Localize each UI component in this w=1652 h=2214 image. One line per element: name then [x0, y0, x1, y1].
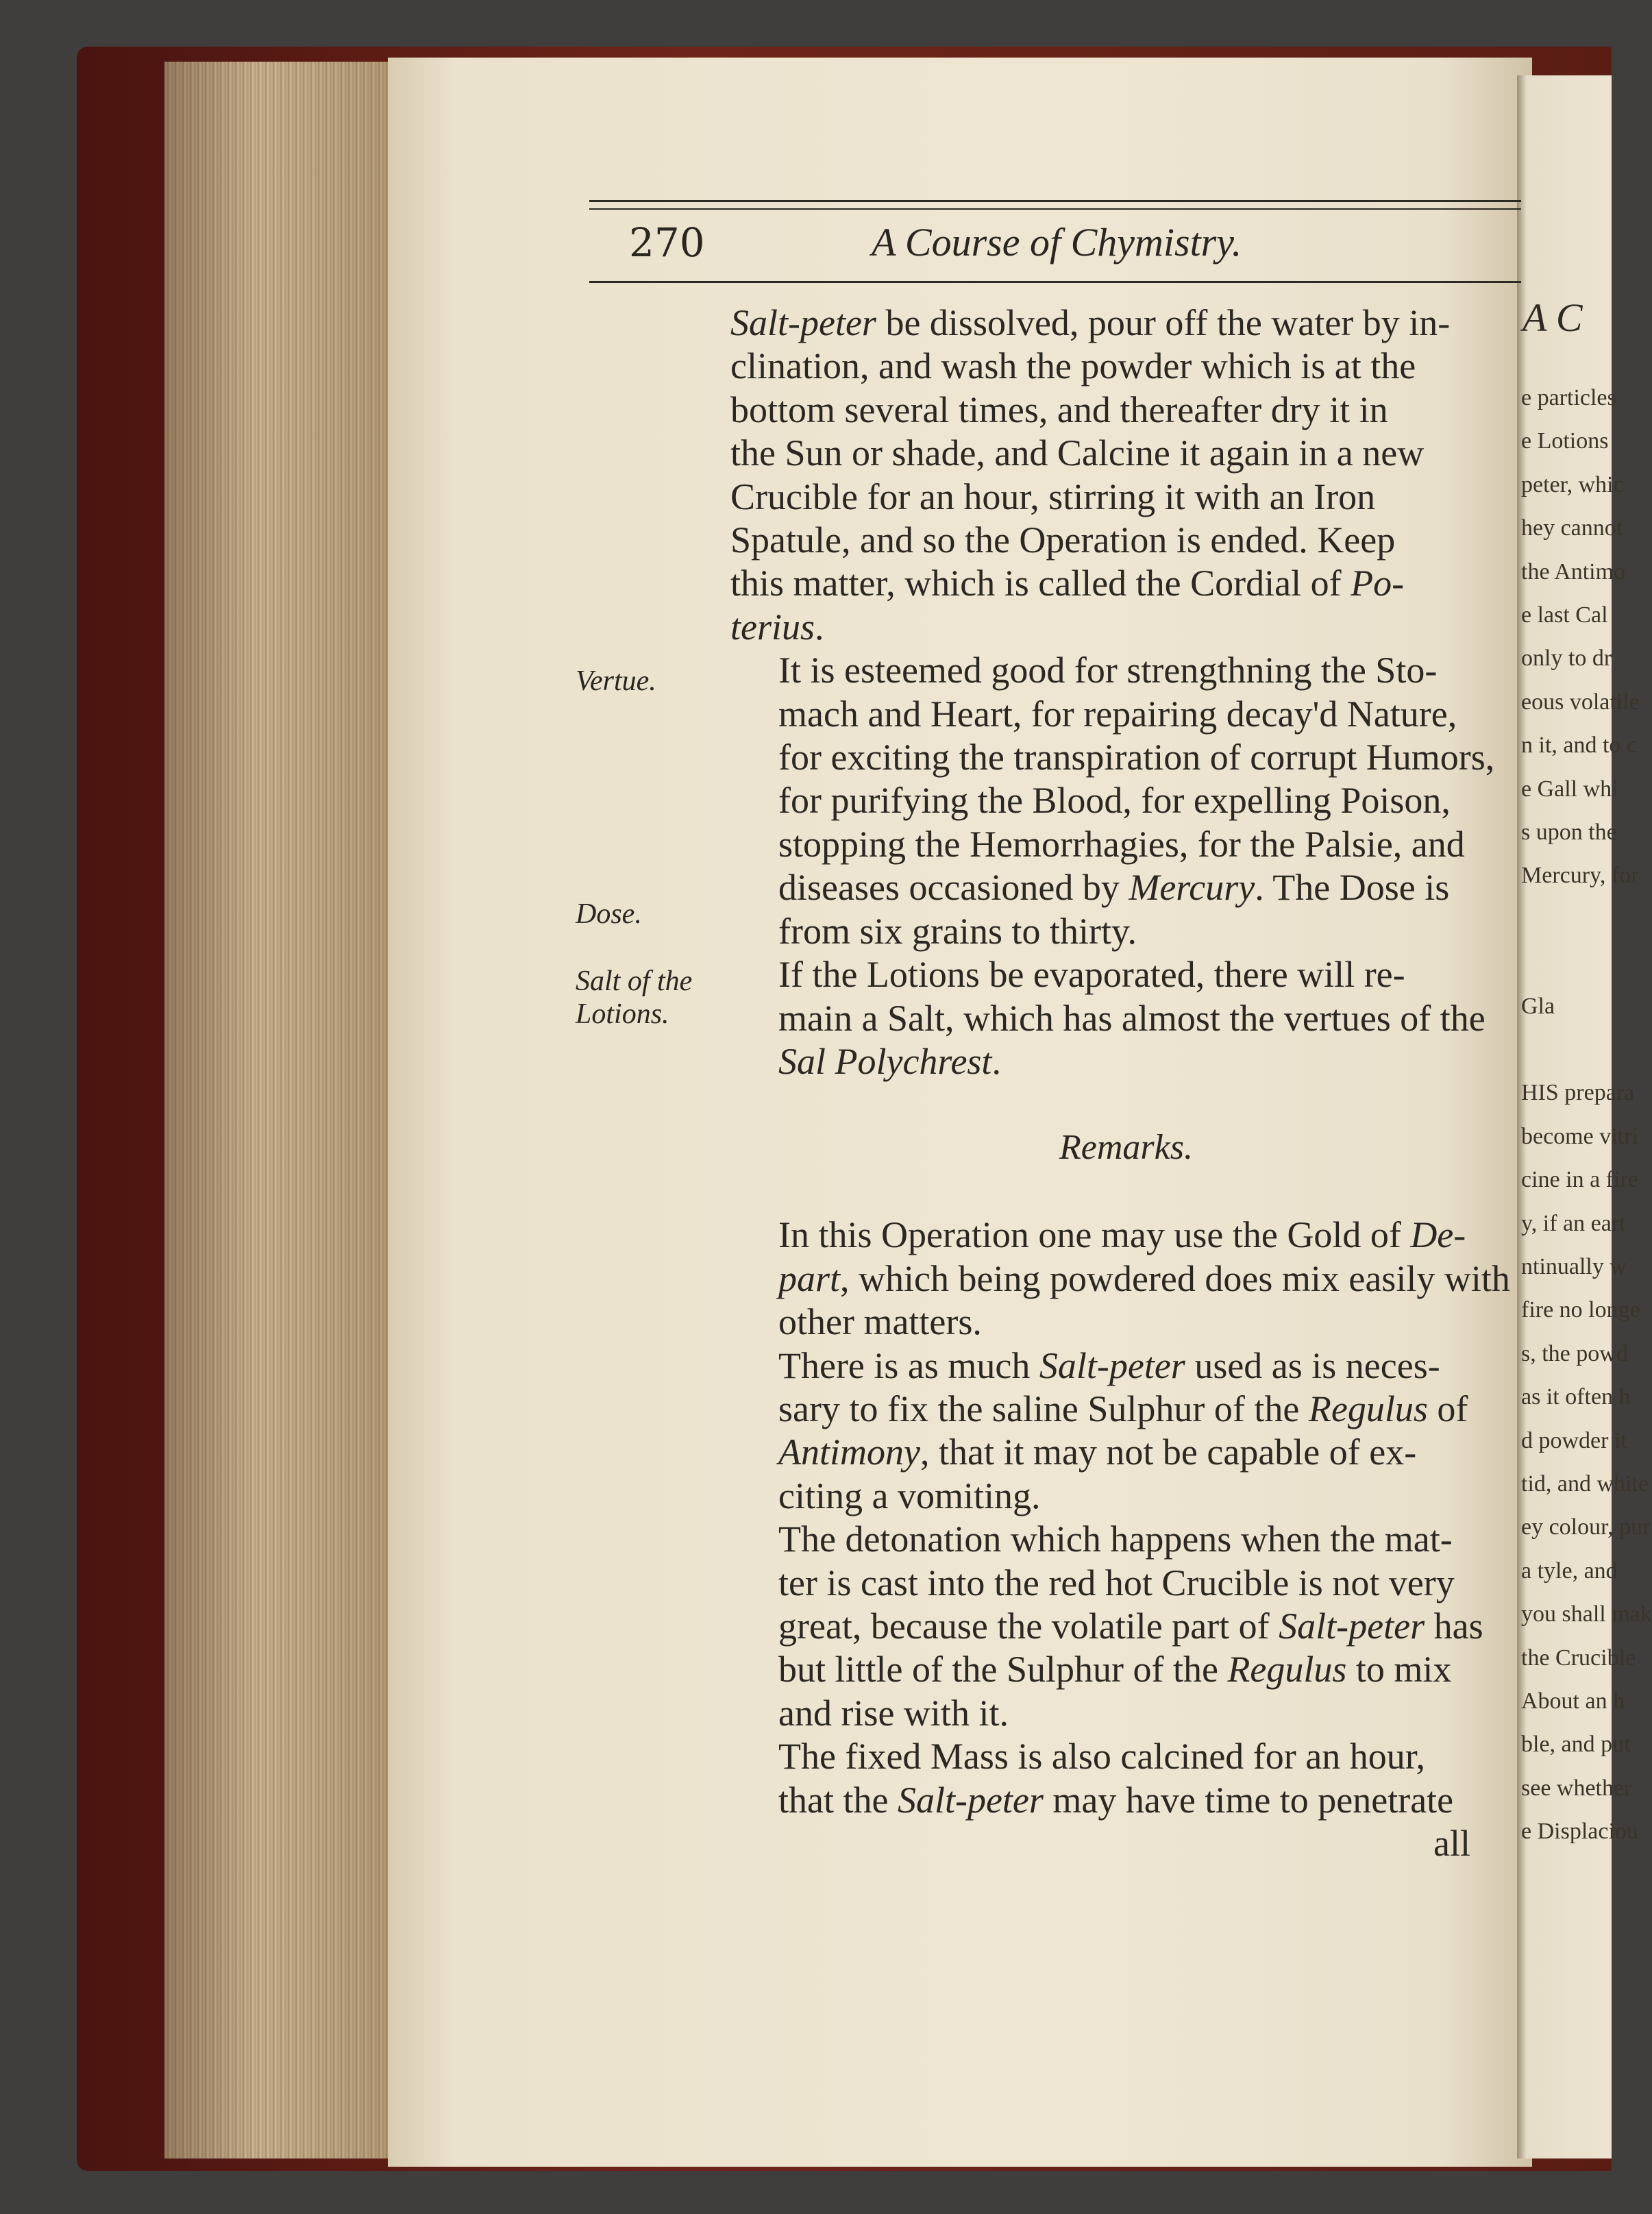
next-page-line: ey colour, pur [1521, 1514, 1651, 1540]
next-page-line: e Displaciou [1521, 1819, 1638, 1845]
text-line: the Sun or shade, and Calcine it again in a new [730, 432, 1425, 474]
text-line: In this Operation one may use the Gold of De- [778, 1214, 1466, 1256]
text-line: mach and Heart, for repairing decay'd Nature, [778, 693, 1457, 735]
text-line: from six grains to thirty. [778, 910, 1137, 952]
next-page-line: s upon the [1521, 820, 1617, 845]
text-line: other matters. [778, 1301, 982, 1343]
text-line: terius. [730, 606, 824, 648]
next-page-line: only to dr [1521, 645, 1612, 672]
text-line: Sal Polychrest. [778, 1040, 1001, 1082]
next-page-line: cine in a fire [1521, 1167, 1638, 1193]
next-page-header: A C [1522, 295, 1583, 340]
next-page-line: you shall mak [1521, 1601, 1652, 1627]
next-page-line: n it, and to c [1521, 733, 1638, 759]
next-page-line: tid, and white [1521, 1471, 1649, 1497]
text-line: for purifying the Blood, for expelling Poison, [778, 780, 1451, 822]
text-line: part, which being powdered does mix easily with [778, 1257, 1510, 1299]
text-line: citing a vomiting. [778, 1475, 1041, 1516]
next-page-line: as it often h [1521, 1384, 1631, 1410]
next-page-line: ble, and put [1521, 1732, 1631, 1758]
text-line: The detonation which happens when the mat- [778, 1518, 1453, 1560]
header-rule-top [589, 200, 1521, 202]
next-page-line: a tyle, and [1521, 1558, 1618, 1584]
text-line: diseases occasioned by Mercury. The Dose is [778, 867, 1450, 909]
text-line: but little of the Sulphur of the Regulus to mix [778, 1649, 1452, 1690]
text-line: The fixed Mass is also calcined for an hour, [778, 1736, 1426, 1778]
remarks-heading: Remarks. [1059, 1128, 1193, 1167]
next-page-line: e Lotions [1521, 428, 1609, 454]
next-page-line: hey cannot [1521, 515, 1623, 541]
paragraph-3 [730, 953, 1518, 1083]
text-line: this matter, which is called the Cordial of Po- [730, 563, 1405, 604]
catchword: all [1433, 1823, 1470, 1864]
paragraph-5 [730, 1344, 1518, 1518]
next-page-line: see whether [1521, 1775, 1632, 1801]
next-page-line: Mercury, for [1521, 863, 1639, 889]
header-rule-bottom [589, 281, 1521, 283]
next-page-line: eous volatile [1521, 689, 1640, 715]
next-page-line: About an h [1521, 1688, 1625, 1714]
text-line: Spatule, and so the Operation is ended. Keep [730, 519, 1396, 561]
text-line: If the Lotions be evaporated, there will re- [778, 954, 1405, 996]
text-line: It is esteemed good for strengthning the Sto- [778, 650, 1438, 691]
paragraph-7 [730, 1735, 1518, 1822]
next-page-line: s, the powd [1521, 1340, 1628, 1366]
header-rule-top-2 [589, 208, 1521, 210]
margin-note-dose: Dose. [576, 898, 642, 930]
paragraph-6 [730, 1518, 1518, 1735]
text-line: bottom several times, and thereafter dry it in [730, 389, 1388, 430]
margin-note-salt-lotions-2: Lotions. [576, 998, 669, 1030]
next-page-line: e particles [1521, 385, 1616, 410]
text-line: stopping the Hemorrhagies, for the Palsie, and [778, 823, 1465, 865]
next-page-line: the Crucible [1521, 1645, 1636, 1671]
paragraph-1 [730, 302, 1518, 649]
text-line: Salt-peter be dissolved, pour off the water by in- [730, 302, 1451, 343]
next-page-line: e Gall whi [1521, 776, 1618, 802]
next-page-line: fire no longe [1521, 1297, 1640, 1323]
text-line: ter is cast into the red hot Crucible is not very [778, 1562, 1455, 1603]
text-line: Antimony, that it may not be capable of ex- [778, 1431, 1417, 1473]
text-line: clination, and wash the powder which is at the [730, 345, 1416, 387]
text-line: main a Salt, which has almost the vertues of the [778, 997, 1485, 1039]
next-page-line: Gla [1521, 993, 1555, 1019]
text-line: and rise with it. [778, 1692, 1009, 1734]
text-line: Crucible for an hour, stirring it with an Iron [730, 476, 1376, 517]
text-line: that the Salt-peter may have time to penetrate [778, 1779, 1454, 1821]
next-page-line: e last Cal [1521, 602, 1608, 628]
next-page-line: ntinually w [1521, 1254, 1627, 1279]
next-page-line: d powder it [1521, 1427, 1627, 1453]
text-line: sary to fix the saline Sulphur of the Regulus of [778, 1388, 1468, 1429]
page-number: 270 [629, 219, 705, 266]
next-page-line: the Antimo [1521, 558, 1626, 585]
next-page-line: y, if an eart [1521, 1210, 1626, 1236]
next-page-line: peter, whic [1521, 471, 1624, 497]
paragraph-2 [730, 649, 1518, 953]
margin-note-vertue: Vertue. [576, 665, 656, 697]
next-page-edge [1517, 75, 1652, 2158]
body-text [730, 302, 1518, 1865]
text-line: great, because the volatile part of Salt-peter has [778, 1605, 1483, 1647]
paragraph-4 [730, 1214, 1518, 1344]
next-page-line: HIS prepara [1521, 1080, 1635, 1106]
running-title: A Course of Chymistry. [872, 220, 1242, 265]
margin-note-salt-lotions-1: Salt of the [576, 965, 693, 997]
next-page-line: become vitri [1521, 1123, 1638, 1149]
text-line: There is as much Salt-peter used as is neces- [778, 1344, 1440, 1386]
text-line: for exciting the transpiration of corrupt Humors, [778, 737, 1495, 778]
